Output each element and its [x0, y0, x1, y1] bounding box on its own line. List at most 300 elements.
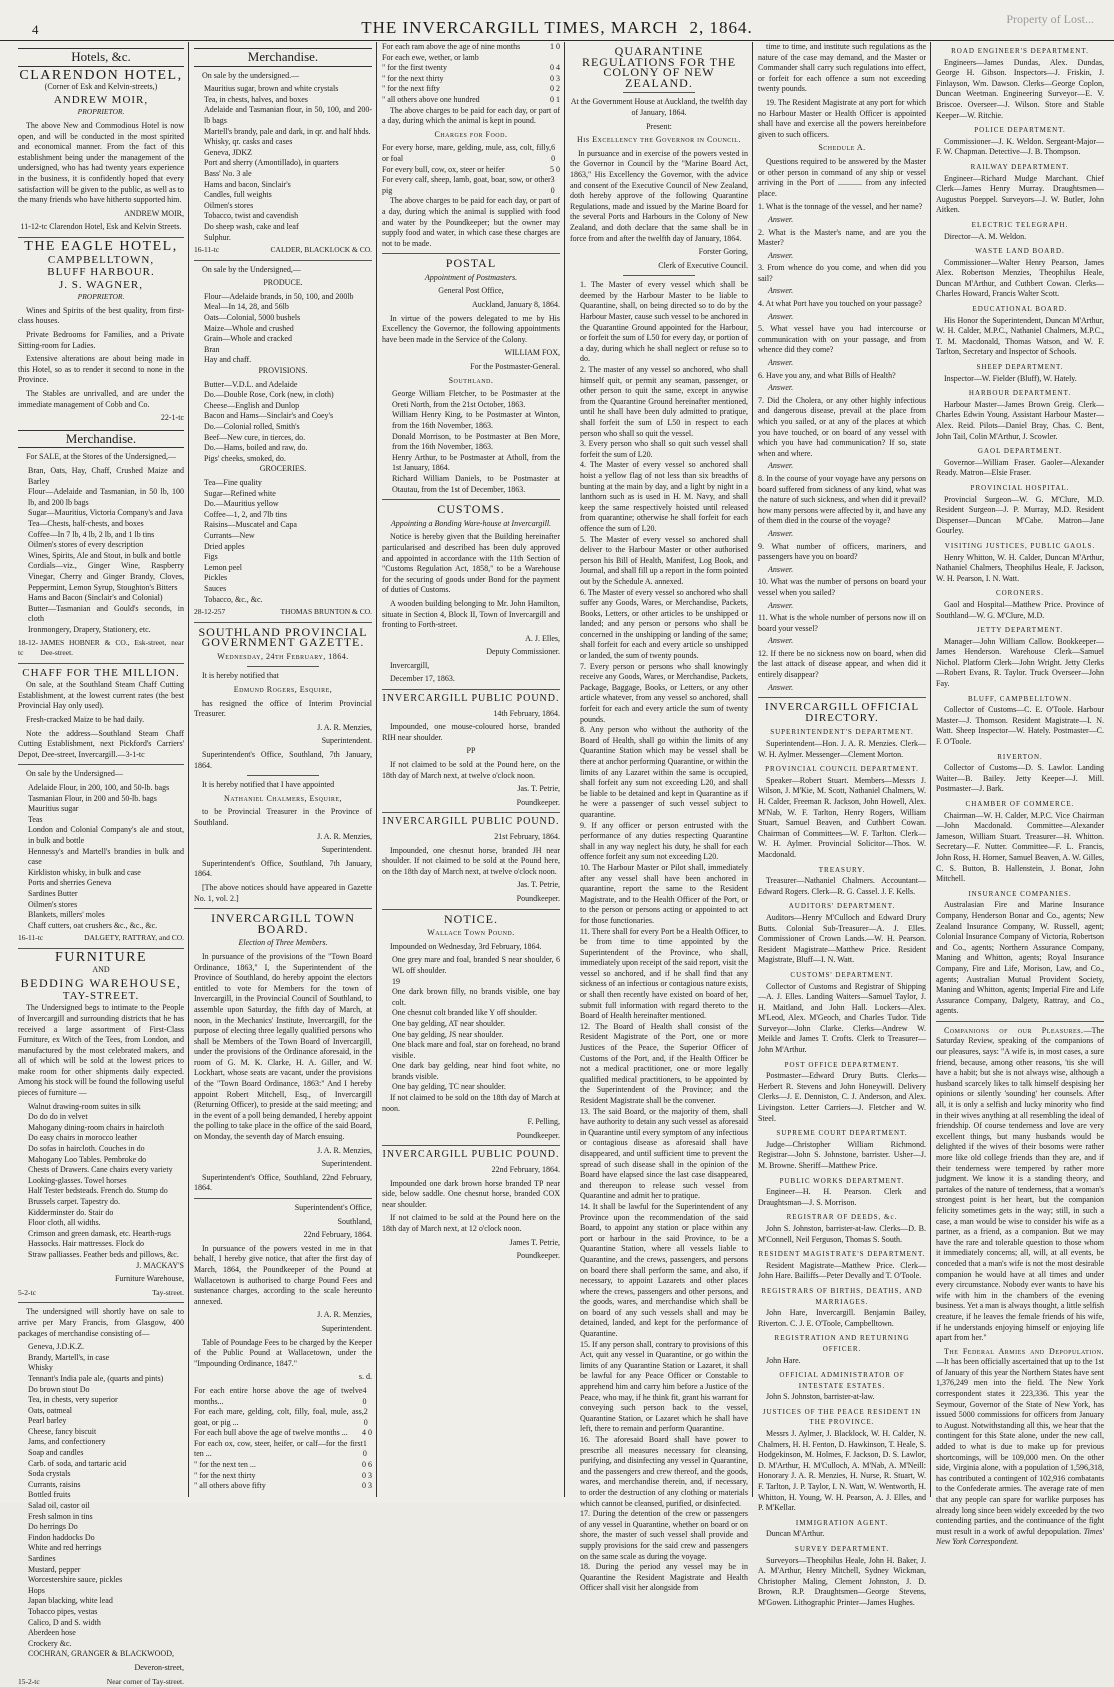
article-governor: His Excellency the Governor in Council. [577, 135, 741, 145]
column-rule [188, 42, 189, 1497]
department-heading: BLUFF, CAMPBELLTOWN. [967, 694, 1073, 703]
department-heading: AUDITORS' DEPARTMENT. [788, 902, 896, 911]
list-item: Hassocks. Hair mattresses. Flock do [28, 1239, 144, 1249]
fee-row [382, 175, 560, 196]
list-item: Whisky [28, 1363, 53, 1373]
eagle-hotel-ad [18, 238, 184, 424]
schedule-question: 3. From whence do you come, and when did you sail? [758, 263, 926, 283]
list-item: London and Colonial Company's ale and stout, in bulk and bottle [28, 825, 184, 845]
answer-label: Answer. [768, 358, 794, 368]
schedule-question: 10. What was the number of persons on board your vessel when you sailed? [758, 577, 926, 597]
fee-label: For each bull above the age of twelve months ... [194, 1428, 348, 1438]
ad-title: BEDDING WAREHOUSE, [20, 976, 182, 991]
wallace-town-pound-notice [382, 911, 560, 1142]
fee-row [382, 143, 560, 164]
fee-label: For each ewe, wether, or lamb [382, 52, 479, 62]
list-item: One dark bay gelding, near hind foot white, no brands visible. [392, 1061, 560, 1081]
list-item: Bottled fruits [28, 1490, 71, 1500]
chaff-ad [18, 668, 184, 761]
list-item: Mahogany Loo Tables. Pembroke do [28, 1154, 147, 1164]
ad-body: Wines and Spirits of the best quality, from first-class houses. [18, 305, 184, 326]
directory-departments [936, 46, 1104, 1017]
list-item: Sugar—Refined white [204, 488, 276, 498]
notice-body: The above charges to be paid for each day, or part of a day, during which the animal is kept in pound. [382, 105, 560, 126]
news-item: Companions of our Pleasures.—The Saturday Review, speaking of the companions of our pleasures, says: "A wife is, in most cases, a sure friend, because, among other reasons, 'tis she will have a habit; but she is not always wise, although a husband scarcely likes to talk himself despising her opinions or silently 'sounding' her counsels. After all, it is only a selfish and lucky minority who find in their wives anything at all resembling the ideal of friendship. Of course tenderness and love are very excellent things, but many husbands would be delighted if the wives of their bosoms were rather more like old college friends than they are, and if their tenderness were tempered by rather more judgment. We know it is a standing theory, and partakes of the nature of tenderness, that a woman's strongest point is her heart, but the companion felicity sometimes gets in the way; still, in such a case, a man would be wise to consider his wife as a partner, as a friend, as a companion. But we may have the rare and tolerable question to those whom it immediately concerns; all, will, at all events, be conceded that a man's wife is not the most desirable companion he would have at all times and under every circumstance. Nobody ever wants to have his wife with him in the chambers of the evening business. Yet a man is always thought, a little selfish creature, if he leaves the female friends of his wife, if he understands enjoying himself or enjoying life apart from her." [936, 1025, 1104, 1343]
list-item: Floor cloth, all widths. [28, 1218, 101, 1228]
notice-body: Notice is hereby given that the Building hereinafter particularised and described has been duly approved and appointed in accordance with the 11th Section of "Customs Regulation Act, 1858," to be a Warehouse for the securing of goods under Bond for the payment of duties of Customs. [382, 532, 560, 595]
list-item: One grey mare and foal, branded S near shoulder, 6 WL off shoulder. [392, 955, 560, 975]
list-item: Sardines [28, 1554, 56, 1563]
ad-title: CHAFF FOR THE MILLION. [22, 666, 180, 679]
article-intro: In pursuance and in exercise of the powers vested in the Governor in Council by the "Marine Board Act, 1863," His Excellency the Governor, with the advice and consent of the Executive Council of New Zealand, doth hereby approve of the following Quarantine Regulations, made and issued by the Marine Board for the several Ports and Harbours in the Colony of New Zealand, and doth declare that the same shall be in force from and after the twelfth day of January, 1864. [570, 148, 748, 243]
ad-list [18, 783, 184, 931]
list-item: Maize—Whole and crushed [204, 323, 294, 333]
news-item-heading: Companions of our Pleasures. [944, 1025, 1084, 1035]
fee-row [194, 1386, 372, 1407]
list-item: 16. The aforesaid Board shall have power to prescribe all measures necessary for cleansing, purifying, and disinfecting any vessel in Quarantine, and the passengers and crew thereof, and the goods, wares, and merchandise therein, and, if necessary, to order the destruction of any clothing or materials which cannot be cleansed, purified, or disinfected. [580, 1435, 748, 1508]
list-item: Do.—Double Rose, Cork (new, in cloth) [204, 390, 334, 400]
fee-amount: 0 4 [550, 63, 560, 73]
department-heading: JETTY DEPARTMENT. [976, 626, 1064, 635]
list-item: Do.—Colonial rolled, Smith's [204, 422, 300, 431]
department-staff: Treasurer—Nathaniel Chalmers. Accountant—Edward Rogers. Clerk—R. G. Cassel. J. F. Kells. [758, 876, 926, 896]
column-5 [754, 42, 930, 1607]
ad-subhead: PRODUCE. [263, 278, 303, 288]
news-item-source: Times' New York Correspondent. [936, 1526, 1105, 1547]
fee-row [382, 95, 560, 106]
fee-amount: 5 0 [550, 164, 560, 174]
list-item: Adelaide and Tasmanian flour, in 50, 100, and 200-lb bags [204, 105, 372, 125]
list-item: Hennessy's and Martell's brandies in bulk and case [28, 846, 184, 867]
list-item: Pigs' cheeks, smoked, do. [204, 453, 286, 463]
department-staff: Duncan M'Arthur. [766, 1529, 825, 1539]
notice-date: 22nd February, 1864. [491, 1165, 560, 1175]
fee-amount: 0 3 [550, 73, 560, 83]
fee-label: " for the next thirty [382, 73, 444, 83]
list-item: Bacon and Hams—Sinclair's and Coey's [204, 411, 334, 421]
fee-table [194, 1386, 372, 1492]
list-item: Tobacco, &c., &c. [204, 594, 263, 604]
notice-signature: J. A. R. Menzies, [317, 1310, 372, 1320]
notice-title: INVERCARGILL TOWN BOARD. [211, 911, 355, 936]
list-item: 19 [392, 976, 400, 986]
ad-signature: Tay-street. [152, 1287, 184, 1297]
ad-proprietor-role: PROPRIETOR. [77, 292, 125, 302]
notice-place: Southland, [337, 1216, 372, 1226]
hobner-ad [18, 452, 184, 658]
department-staff: Harbour Master—James Brown Greig. Clerk—Charles Edwin Young. Assistant Harbour Master—Alex. Reid. Pilots—Daniel Bray, Chas. C. Bent, John Tail, Colin M'Arthur, J. Scowler. [936, 399, 1104, 441]
list-item: Oilmen's stores [28, 899, 78, 909]
brand-mark: PP [466, 746, 476, 756]
notice-office: Superintendent's Office, Southland, 22nd February, 1864. [194, 1172, 372, 1193]
notice-body: Impounded on Wednesday, 3rd February, 1864. [390, 941, 542, 951]
schedule-question: 4. At what Port have you touched on your passage? [758, 299, 922, 309]
column-rule [376, 42, 377, 1497]
ad-intro: On sale by the Undersigned— [26, 769, 123, 779]
ad-body: The undersigned will shortly have on sale to arrive per Mary Francis, from Glasgow, 400 packages of merchandise consisting of— [18, 1307, 184, 1338]
list-item: Cordials—viz., Ginger Wine, Raspberry Vinegar, Cherry and Ginger Brandy, Cloves, Peppermint, Lemon Syrup, Stoughton's Bitters [28, 561, 184, 592]
ad-intro: For SALE, at the Stores of the Undersigned,— [26, 452, 176, 462]
ad-signature: ANDREW MOIR, [124, 208, 184, 218]
list-item: Do sheep wash, cake and leaf [204, 221, 299, 231]
list-item: Half Tester bedsteads. French do. Stump do [28, 1186, 168, 1196]
list-item: 9. If any officer or person entrusted with the performance of any duties respecting Quarantine shall in any way neglect his duty, he shall for each offence forfeit any sum not exceeding L20. [580, 820, 748, 862]
ad-subhead: PROVISIONS. [258, 366, 308, 376]
list-item: Sardines Butter [28, 888, 78, 898]
news-item-body: The Saturday Review, speaking of the companions of our pleasures, says: "A wife is, in most cases, a sure friend, because, among other reasons, 'tis she will have a habit; but she is not always wise, although a husband scarcely likes to talk himself despising her opinions or silently 'sounding' her counsels. After all, it is only a selfish and lucky minority who find in their wives anything at all resembling the ideal of friendship. Of course tenderness and love are very excellent things, but many husbands would be delighted if the wives of their bosoms were rather more like old college friends than they are, and if their tenderness were tempered by rather more judgment. We know it is a standing theory, and partakes of the nature of tenderness, that a woman's strongest point is her heart, but the companion felicity sometimes gets in the way; still, in such a case, a man would be wise to consider his wife as a partner, as a friend, as a companion. But we may have the rare and tolerable question to those whom it immediately concerns; all, will, at all events, be conceded that a man's wife is not the most desirable companion he would have at all times and under every circumstance. Nobody ever wants to have his wife with him in the chambers of the evening business. Yet a man is always thought, a little selfish creature, if he leaves the female friends of his wife, if he understands enjoying himself or enjoying life apart from her." [936, 1025, 1104, 1343]
list-item: Mauritius sugar, brown and white crystals [204, 84, 339, 94]
list-item: Sulphur. [204, 232, 231, 242]
fee-row [382, 165, 560, 176]
notice-body: If not claimed to be sold at the Pound here on the 18th day of March next, at 12 o'clock noon. [382, 1213, 560, 1233]
notice-office: General Post Office, [438, 286, 504, 296]
notice-subtitle: Appointing a Bonding Ware-house at Invercargill. [390, 518, 552, 528]
fee-label: For each entire horse above the age of twelve months... [194, 1385, 363, 1406]
department-heading: REGISTRAR OF DEEDS, &c. [786, 1213, 898, 1222]
list-item: Worcestershire sauce, pickles [28, 1575, 123, 1585]
list-item: Aberdeen hose [28, 1628, 76, 1638]
answer-label: Answer. [768, 461, 794, 471]
list-item: Geneva, J.D.K.Z. [28, 1342, 84, 1352]
directory-title: INVERCARGILL OFFICIAL DIRECTORY. [764, 701, 920, 724]
fee-label: For every horse, mare, gelding, mule, ass, colt, filly, or foal [382, 143, 552, 163]
list-item: Adelaide Flour, in 200, 100, and 50-lb. bags [28, 783, 170, 793]
notice-title: INVERCARGILL PUBLIC POUND. [382, 816, 560, 828]
ad-code: 5-2-tc [18, 1287, 36, 1297]
list-item: Wines, Spirits, Ale and Stout, in bulk and bottle [28, 550, 181, 560]
list-item: Brandy, Martell's, in case [28, 1352, 110, 1362]
list-item: Flour—Adelaide and Tasmanian, in 50 lb, 100 lb, and 200 lb bags [28, 487, 184, 507]
notice-name: Nathaniel Chalmers, Esquire, [224, 793, 342, 803]
ad-title: FURNITURE [54, 949, 148, 965]
department-staff: Provincial Surgeon—W. G. M'Clure, M.D. Resident Surgeon—J. P. Murray, M.D. Resident Dispenser—Duncan M'Cabe. Matron—Jane Gourley. [936, 494, 1104, 536]
list-item: 7. Every person or persons who shall knowingly receive any Goods, Wares, or Merchandise, Packets, Package, Baggage, Books, or Letters, or any other article whatever, from any vessel so anchored, shall forfeit for each and every article the sum of twenty pounds. [580, 661, 748, 724]
fee-amount: 0 2 [550, 84, 560, 94]
fee-row [194, 1471, 372, 1482]
ad-place: CAMPBELLTOWN, [47, 253, 155, 266]
department-heading: JUSTICES OF THE PEACE RESIDENT IN THE PROVINCE. [762, 1407, 922, 1427]
schedule-intro: Questions required to be answered by the Master or other person in command of any ship or vessel arriving in the Port of ............ from any infected place. [758, 156, 926, 198]
list-item: Do.—Mauritius yellow [204, 499, 279, 509]
furniture-ad [18, 949, 184, 1298]
fee-label: " for the next thirty [194, 1470, 256, 1480]
ad-list [18, 1102, 184, 1261]
list-item: One bay gelding, TC near shoulder. [392, 1082, 506, 1092]
list-item: Mahogany dining-room chairs in haircloth [28, 1122, 164, 1132]
fee-label: For each ram above the age of nine months [382, 42, 521, 51]
notice-signature: Deputy Commissioner. [486, 647, 560, 657]
department-staff: Judge—Christopher William Richmond. Registrar—John S. Johnstone, barrister. Usher—J. M. Browne. Sheriff—Matthew Price. [758, 1139, 926, 1170]
article-present: Present: [646, 121, 672, 131]
list-item: 18. During the period any vessel may be in Quarantine the Resident Magistrate and Health Officer shall visit her alongside from [580, 1562, 748, 1593]
department-heading: REGISTRARS OF BIRTHS, DEATHS, AND MARRIAGES. [761, 1286, 923, 1306]
department-staff: Commissioner—J. K. Weldon. Sergeant-Major—F. W. Chapman. Detective—J. B. Thompson. [936, 136, 1104, 157]
ad-code: 18-12-tc [18, 637, 38, 658]
ad-list [18, 466, 184, 636]
notice-signature: Superintendent. [321, 1323, 372, 1333]
notice-office: Superintendent's Office, [294, 1203, 372, 1212]
list-item: 17. During the detention of the crew or passengers of any vessel in Quarantine, whether on board or on shore, the master of such vessel shall provide and supply provisions for the said crew and passengers on the same scale as during the voyage. [580, 1509, 748, 1561]
list-item: Cheese—English and Dunlop [204, 400, 300, 410]
list-item: Sauces [204, 583, 227, 593]
department-staff: Collector of Customs and Registrar of Shipping—A. J. Elles. Landing Waiters—Samuel Taylor, J. H. Maitland, and John Hall. Lockers—Alex. M'Leod, Alex. M'Geoch, and Charles Tudor. Tide Surveyor—John Clarke. Clerks—Andrew W. Meikle and James T. Crofts. Clerk to Treasurer—John M'Arthur. [758, 981, 926, 1055]
notice-signature: A. J. Elles, [525, 633, 560, 643]
notice-body: has resigned the office of Interim Provincial Treasurer. [194, 698, 372, 719]
schedule-question: 11. What is the whole number of persons now ill on board your vessel? [758, 613, 926, 633]
department-heading: WASTE LAND BOARD. [975, 247, 1065, 256]
list-item: Carb. of soda, and tartaric acid [28, 1458, 127, 1468]
ad-signature: JAMES HOBNER & CO., Esk-street, near Dee-street. [40, 637, 184, 658]
ad-body: The Stables are unrivalled, and are under the immediate management of Cobb and Co. [18, 389, 184, 409]
list-item: Currants—New [204, 530, 255, 540]
pound-notice-1 [382, 694, 560, 808]
notice-table-intro: Table of Poundage Fees to be charged by the Keeper of the Public Pound at Wallacetown, under the "Impounding Ordinance, 1847." [194, 1337, 372, 1368]
cochran-ad [18, 1307, 184, 1687]
notice-signature: J. A. R. Menzies, [317, 1145, 372, 1155]
notice-signature: Superintendent. [321, 845, 372, 855]
list-item: 14. It shall be lawful for the Superintendent of any Province upon the recommendation of the said Board, to appoint any station or place within any port or harbour in the said Province, to be a Quarantine Station, where all vessels liable to Quarantine, and the crews, passengers, and persons on board there shall perform the same, and also, if necessary, to appoint Lazarets and other places where the crews, passengers and other persons, and the goods, wares, and merchandise which shall be on board of any such vessels shall and may be detained, landed, and kept for the performance of Quarantine. [580, 1201, 748, 1339]
list-item: One bay gelding, AT near shoulder. [392, 1018, 505, 1028]
list-item: Mustard, pepper [28, 1564, 81, 1574]
customs-notice [382, 504, 560, 685]
notice-signature: WILLIAM FOX, [504, 348, 560, 358]
notice-signature: F. Pelling, [527, 1117, 560, 1127]
notice-signature: Superintendent. [321, 736, 372, 746]
list-item: Straw palliasses. Feather beds and pillows, &c. [28, 1249, 179, 1259]
notice-body: Impounded, one chesnut horse, branded JH near shoulder. If not claimed to be sold at the Pound here, on the 18th day of March next, at twelve o'clock noon. [382, 845, 560, 876]
department-staff: Gaol and Hospital—Matthew Price. Province of Southland—W. G. M'Clure, M.D. [936, 599, 1104, 620]
department-heading: SHEEP DEPARTMENT. [976, 363, 1064, 372]
pound-notice-2 [382, 817, 560, 904]
list-item: Kidderminster do. Stair do [28, 1207, 114, 1217]
list-item: Tasmanian Flour, in 200 and 50-lb. bags [28, 793, 157, 803]
list-item: Coffee—In 7 lb, 4 lb, 2 lb, and 1 lb tins [28, 529, 155, 539]
list-item: Raisins—Muscatel and Capa [204, 520, 297, 530]
list-item: 3. Every person who shall so quit such vessel shall forfeit the sum of L20. [580, 439, 748, 459]
list-item: Richard William Daniels, to be Postmaster at Otautau, from the 1st of December, 1863. [392, 473, 560, 494]
article-title: QUARANTINE REGULATIONS FOR THE COLONY OF NEW ZEALAND. [581, 44, 737, 90]
ad-proprietor-name: ANDREW MOIR, [53, 93, 149, 106]
answer-label: Answer. [768, 528, 794, 538]
notice-title: POSTAL [445, 256, 497, 271]
column-rule [564, 42, 565, 1497]
ad-subtitle: AND [92, 964, 110, 974]
quarantine-rules [570, 280, 748, 1594]
fee-amount: 2 0 [363, 1407, 368, 1427]
department-heading: IMMIGRATION AGENT. [795, 1518, 889, 1527]
column-rule [930, 42, 931, 1497]
answer-label: Answer. [768, 250, 794, 260]
list-item: Butter—V.D.L. and Adelaide [204, 379, 298, 389]
list-item: Do brown stout Do [28, 1384, 90, 1394]
notice-date: Auckland, January 8, 1864. [472, 300, 560, 310]
column-4 [566, 42, 752, 1593]
list-item: Tobacco, twist and cavendish [204, 211, 299, 221]
ad-signature: CALDER, BLACKLOCK & CO. [270, 245, 372, 255]
list-item: Bass' No. 3 ale [204, 168, 252, 178]
notice-date: 22nd February, 1864. [303, 1230, 372, 1240]
fee-label: " for the next ten ... [194, 1460, 256, 1470]
list-item: Findon haddocks Do [28, 1532, 95, 1542]
answer-label: Answer. [768, 636, 794, 646]
fee-table [382, 143, 560, 196]
fee-label: " all others above fifty [194, 1481, 266, 1491]
list-item: Currants, raisins [28, 1479, 81, 1489]
notice-body: In virtue of the powers delegated to me by His Excellency the Governor, the following appointments have been made in the Service of the Colony. [382, 313, 560, 344]
notice-subtitle: Election of Three Members. [238, 938, 328, 948]
list-item: 2. The master of any vessel so anchored, who shall himself quit, or permit any seaman, passenger, or other person to quit the same, except in anywise from the Quarantine Ground hereinafter mentioned, until he shall have been duly admitted to pratique, shall forfeit the sum of L50 in respect to each person who shall so quit the vessel. [580, 365, 748, 438]
masthead-bar [0, 0, 1114, 41]
list-item: Donald Morrison, to be Postmaster at Ben More, from the 16th November, 1863. [392, 431, 560, 452]
notice-body: In pursuance of the powers vested in me in that behalf, I hereby give notice, that after the first day of March, 1864, the Poundkeeper of the Pound at Wallacetown is authorised to charge Pound Fees and sustenance charges, according to the scale hereunto annexed. [194, 1243, 372, 1306]
list-item: Chests of Drawers. Cane chairs every variety [28, 1165, 173, 1175]
notice-title: INVERCARGILL PUBLIC POUND. [382, 1149, 560, 1161]
list-item: Pearl barley [28, 1416, 67, 1426]
notice-signature: Superintendent. [321, 1159, 372, 1169]
fee-amount: 4 0 [362, 1428, 372, 1438]
department-staff: Engineers—James Dundas, Alex. Dundas, George H. Gibson. Inspectors—J. Friskin, J. Finlayson, Wm. Dawson. Clerks—George Coplon, Duncan Weetman. Engineering Surveyor—E. V. Briscoe. Overseer—J. Wilson. Store and Stable Keeper—W. Ritchie. [936, 57, 1104, 120]
department-staff: John S. Johnston, barrister-at-law. [766, 1392, 875, 1402]
faded-header-text: Property of Lost... [1006, 12, 1094, 26]
list-item: Soap and candles [28, 1448, 84, 1458]
notice-title: CUSTOMS. [437, 502, 505, 517]
notice-body: Impounded, one mouse-coloured horse, branded RIH near shoulder. [382, 722, 560, 742]
column-1 [14, 42, 188, 1686]
list-item: Teas [28, 814, 43, 824]
list-item: Candles, full weights [204, 190, 272, 200]
list-item: One black mare and foal, star on forehead, no brand visible. [392, 1040, 560, 1060]
answer-label: Answer. [768, 286, 794, 296]
department-heading: VISITING JUSTICES, PUBLIC GAOLS. [944, 541, 1096, 550]
column-2 [190, 42, 376, 1497]
ad-subtitle: (Corner of Esk and Kelvin-streets,) [44, 82, 158, 92]
schedule-heading: Schedule A. [818, 143, 866, 153]
ad-body: Fresh-cracked Maize to be had daily. [26, 715, 145, 725]
list-item: Tea, in chests, very superior [28, 1395, 118, 1405]
masthead-date: 2, 1864. [689, 18, 753, 37]
fee-amount: 6 0 [551, 143, 556, 163]
list-item: Henry Arthur, to be Postmaster at Atholl, from the 1st January, 1864. [392, 452, 560, 473]
column-6 [932, 42, 1108, 1547]
list-item: 15. If any person shall, contrary to provisions of this Act, quit any vessel in Quarantine, or go within the limits of any Quarantine Station or Lazaret, it shall be lawful for any Peace Officer or Constable to apprehend him and carry him before a Justice of the Peace, who may, if he think fit, grant his warrant for conveying such person back to the vessel, Quarantine Station, or Lazaret which he shall have left, there to remain and perform Quarantine. [580, 1339, 748, 1434]
notice-signature: For the Postmaster-General. [470, 362, 560, 372]
fee-row [194, 1439, 372, 1460]
list-item: White and red herrings [28, 1543, 102, 1553]
brunton-ad [194, 265, 372, 618]
department-heading: PUBLIC WORKS DEPARTMENT. [779, 1176, 905, 1185]
list-item: Tea—Fine quality [204, 477, 262, 487]
list-item: Brussels carpet. Tapestry do. [28, 1197, 120, 1206]
list-item: Ports and sherries Geneva [28, 878, 112, 888]
notice-date: 21st February, 1864. [494, 832, 560, 841]
list-item: Tobacco pipes, vestas [28, 1606, 98, 1616]
ad-code: 16-11-tc [18, 933, 44, 943]
schedule-question: 9. What number of officers, mariners, and passengers have you on board? [758, 541, 926, 562]
section-heading-merchandise: Merchandise. [18, 430, 184, 449]
answer-label: Answer. [768, 311, 794, 321]
list-item: Kirkliston whisky, in bulk and case [28, 867, 141, 877]
ad-signature: Furniture Warehouse, [115, 1274, 184, 1284]
department-staff: Collector of Customs—C. E. O'Toole. Harbour Master—J. Thomson. Resident Magistrate—I. N. Watt. Sheep Inspector—W. Hately. Postmaster—C. F. O'Toole. [936, 705, 1104, 747]
fee-amount: 0 3 [362, 1470, 372, 1480]
table-unit-header: s. d. [358, 1372, 372, 1382]
ad-title: CLARENDON HOTEL, [19, 67, 183, 83]
list-item: Looking-glasses. Towel horses [28, 1175, 127, 1185]
list-item: 5. The Master of every vessel so anchored shall deliver to the Harbour Master or other authorised person his Bill of Health, Manifest, Log Book, and Journal, and shall fill up a report in the form pointed out by the Schedule A. annexed. [580, 534, 748, 586]
fee-row [194, 1407, 372, 1428]
fee-row [194, 1460, 372, 1471]
department-staff: Manager—John William Callow. Bookkeeper—James Henderson. Warehouse Clerk—Samuel Nichol. Platform Clerk—John Wright. Jetty Clerks—Robert Evans, R. Taylor. Truck Overseer—John Fay. [936, 636, 1104, 689]
list-item: Figs [204, 552, 218, 562]
ad-signature: THOMAS BRUNTON & CO. [280, 607, 372, 617]
ad-list [194, 478, 372, 605]
ad-signature: DALGETY, RATTRAY, and CO. [84, 933, 184, 943]
department-heading: OFFICIAL ADMINISTRATOR OF INTESTATE ESTATES. [779, 1371, 905, 1390]
department-heading: CUSTOMS' DEPARTMENT. [790, 970, 894, 979]
department-staff: John Hare, Invercargill. Benjamin Bailey, Riverton. C. J. E. O'Toole, Campbelltown. [758, 1308, 926, 1328]
department-heading: PROVINCIAL COUNCIL DEPARTMENT. [765, 765, 919, 774]
notice-subtitle: Appointment of Postmasters. [424, 272, 518, 282]
column-rule [752, 42, 753, 1497]
ad-code: 22-1-tc [160, 413, 184, 423]
notice-body: In pursuance of the provisions of the "Town Board Ordinance, 1863," I, the Superintendent of the Province of Southland, do hereby appoint the electors entitled to vote for Members for the town of Invercargill, in the Provincial Council of Southland, to assemble upon Saturday, the fifth day of March, at noon, in the Mechanics' Institute, Invercargill, for the purpose of electing three legally qualified persons who shall be Members of the Town Board of Invercargill, under the provisions of the Ordinance aforesaid, in the room of G. M. K. Clarke, H. A. Giller, and W. Lockhart, whose seats are vacant, under the provisions of the "Town Board Ordinance, 1863:" And I hereby appoint Robert Mitchell, Esq., of Invercargill (Returning Officer), to preside at the said meeting; and in the event of a poll being demanded, I hereby appoint the polling to take place in the office of the said Board, on Monday, the seventh day of March ensuing. [194, 951, 372, 1142]
department-heading: REGISTRATION AND RETURNING OFFICER. [774, 1334, 910, 1353]
list-item: Pickles [204, 573, 228, 583]
ad-proprietor-name: J. S. WAGNER, [58, 278, 143, 291]
fee-row [382, 42, 560, 53]
fee-amount: 4 0 [362, 1385, 367, 1406]
notice-subtitle: Wallace Town Pound. [427, 928, 515, 938]
article-continuation: time to time, and institute such regulations as the nature of the case may demand, and the Master or Commander shall carry such regulations into effect, or forfeit for each offence a sum not exceeding twenty pounds. [758, 42, 926, 94]
ad-body: Note the address—Southland Steam Chaff Cutting Establishment, next Pickford's Carriers' Depot, Dee-street, Invercargill.—3-1-tc [18, 728, 184, 759]
notice-body: to be Provincial Treasurer in the Province of Southland. [194, 807, 372, 827]
ad-list [194, 380, 372, 465]
list-item: Fresh salmon in tins [28, 1511, 93, 1521]
list-item: Hams and Bacon (Sinclair's and Colonial) [28, 593, 163, 603]
list-item: Tennant's India pale ale, (quarts and pints) [28, 1373, 164, 1383]
ad-body: The Undersigned begs to intimate to the People of Invercargill and surrounding districts that he has received a large assortment of First-Class Furniture, ex Witch of the Tees, from London, and manufactured by the most celebrated makers, and all of which will be sold at the lowest prices to make room for other shipments daily expected. Among his stock will be found the following useful pieces of furniture — [18, 1003, 184, 1098]
masthead [361, 18, 753, 40]
list-item: 10. The Harbour Master or Pilot shall, immediately after any vessel shall have been anchored in quarantine, report the same to the Resident Magistrate, and to the Health Officer of the Port, or to the person or persons acting or appointed to act for those functionaries. [580, 862, 748, 925]
notice-signature: Jas. T. Petrie, [517, 880, 560, 890]
notice-title: INVERCARGILL PUBLIC POUND. [382, 693, 560, 705]
department-heading: EDUCATIONAL BOARD. [972, 305, 1068, 314]
notice-date: 14th February, 1864. [493, 708, 560, 718]
ad-place: Deveron-street, [134, 1662, 184, 1672]
list-item: Lemon peel [204, 562, 242, 572]
ad-place: TAY-STREET. [62, 989, 140, 1002]
list-item: Do do do in velvet [28, 1112, 88, 1122]
department-heading: RESIDENT MAGISTRATE'S DEPARTMENT. [758, 1250, 926, 1259]
notice-signature: Jas. T. Petrie, [517, 784, 560, 794]
list-item: One bay gelding, JS near shoulder. [392, 1029, 504, 1039]
notice-date: Wednesday, 24th February, 1864. [217, 651, 349, 661]
schedule-question: 6. Have you any, and what Bills of Health? [758, 370, 896, 380]
notice-subhead: Charges for Food. [434, 129, 508, 139]
list-item: Mauritius sugar [28, 804, 79, 814]
fee-label: For each mare, gelding, colt, filly, foal, mule, ass, goat, or pig ... [194, 1407, 364, 1427]
notice-body: If not claimed to be sold at the Pound here, on the 18th day of March next, at twelve o'clock noon. [382, 760, 560, 780]
fee-label: " for the first twenty [382, 63, 448, 73]
list-item: Dried apples [204, 541, 245, 551]
list-item: One dark brown filly, no brands visible, one bay colt. [392, 987, 560, 1007]
list-item: Oilmen's stores [204, 200, 254, 210]
notice-signature: J. A. R. Menzies, [317, 831, 372, 841]
list-item: Jams, and confectionery [28, 1437, 106, 1447]
notice-signature: Poundkeeper. [516, 797, 560, 807]
list-item: Do sofas in haircloth. Couches in do [28, 1144, 145, 1154]
department-staff: Henry Whitton, W. H. Calder, Duncan M'Arthur, Nathaniel Chalmers, Theophilus Heale, F. Jackson, W. H. Pearson, I. N. Watt. [936, 552, 1104, 583]
